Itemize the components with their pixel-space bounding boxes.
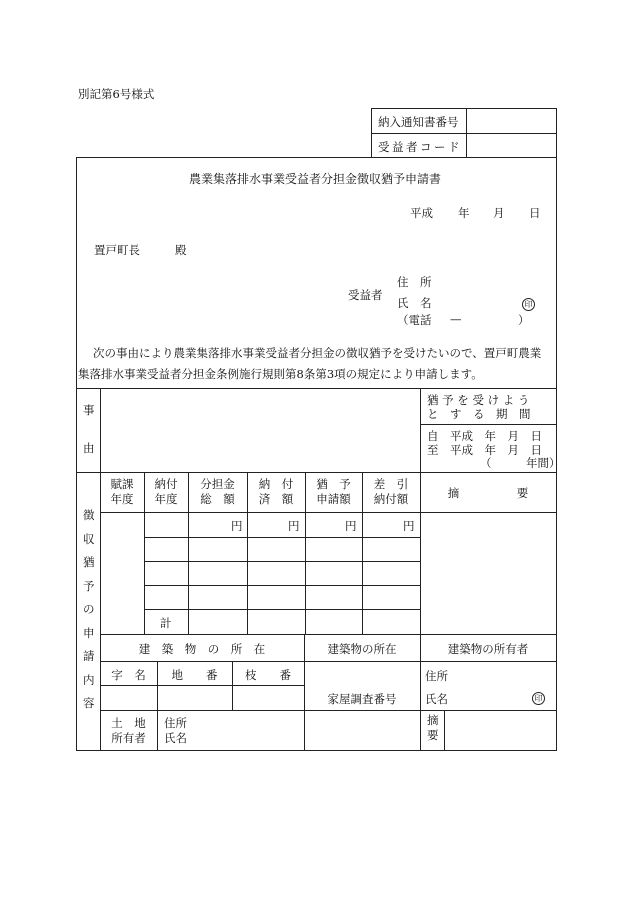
building-location-header-2: 建築物の所在 bbox=[327, 642, 397, 656]
header-payment-year: 納付 年度 bbox=[154, 477, 178, 506]
form-number: 別記第6号様式 bbox=[78, 87, 155, 101]
recipient-code-label: 受益者コード bbox=[378, 140, 462, 154]
owner-address-label: 住所 bbox=[425, 669, 448, 683]
reason-label: 事 由 bbox=[83, 403, 95, 455]
statement-line-2: 集落排水事業受益者分担金条例施行規則第8条第3項の規定により申請します。 bbox=[78, 367, 483, 381]
yen-mark: 円 bbox=[403, 519, 415, 533]
owner-name-label: 氏名 bbox=[425, 692, 448, 706]
remarks-label: 摘 要 bbox=[427, 713, 439, 742]
addressee-name: 置戸町長 bbox=[94, 243, 140, 257]
statement-line-1: 次の事由により農業集落排水事業受益者分担金の徴収猶予を受けたいので、置戸町農業 bbox=[93, 346, 542, 360]
period-from: 自 平成 年 月 日 bbox=[427, 429, 542, 443]
period-label-1: 猶 予 を 受 け よ う bbox=[427, 393, 530, 407]
header-paid-amount: 納 付 済 額 bbox=[258, 477, 294, 506]
document-title: 農業集落排水事業受益者分担金徴収猶予申請書 bbox=[188, 172, 441, 186]
phone-open: （電話 bbox=[397, 313, 432, 327]
phone-close: ） bbox=[518, 313, 530, 327]
total-label: 計 bbox=[160, 616, 172, 630]
header-deferral-amount: 猶 予 申請額 bbox=[316, 477, 351, 506]
header-fiscal-year: 賦課 年度 bbox=[110, 477, 134, 506]
content-label: 徴 収 猶 予 の 申 請 内 容 bbox=[83, 508, 95, 710]
applicant-name-label: 氏 名 bbox=[397, 296, 432, 310]
notice-number-field[interactable] bbox=[470, 112, 550, 130]
yen-mark: 円 bbox=[288, 519, 300, 533]
chiban-header: 地 番 bbox=[171, 668, 218, 682]
applicant-address-label: 住 所 bbox=[397, 275, 432, 289]
header-net-amount: 差 引 納付額 bbox=[373, 477, 409, 506]
seal-mark: 印 bbox=[522, 296, 535, 311]
reason-field[interactable] bbox=[102, 392, 418, 470]
phone-dash: — bbox=[450, 312, 462, 326]
recipient-code-field[interactable] bbox=[470, 137, 550, 155]
notice-number-label: 納入通知書番号 bbox=[378, 115, 459, 129]
building-owner-header: 建築物の所有者 bbox=[447, 642, 529, 656]
aza-header: 字 名 bbox=[111, 668, 146, 682]
applicant-label: 受益者 bbox=[348, 288, 383, 302]
header-remarks: 摘 要 bbox=[447, 486, 529, 500]
period-to: 至 平成 年 月 日 bbox=[427, 443, 542, 457]
seal-mark: 印 bbox=[532, 690, 545, 705]
period-label-2: と す る 期 間 bbox=[427, 407, 531, 421]
house-survey-header: 家屋調査番号 bbox=[327, 692, 397, 706]
yen-mark: 円 bbox=[231, 519, 243, 533]
building-location-header: 建 築 物 の 所 在 bbox=[138, 642, 266, 656]
edaban-header: 枝 番 bbox=[245, 668, 291, 682]
land-owner-label: 土 地 所有者 bbox=[111, 716, 146, 745]
addressee-honorific: 殿 bbox=[175, 243, 187, 257]
yen-mark: 円 bbox=[345, 519, 357, 533]
land-owner-fields: 住所 氏名 bbox=[164, 716, 187, 745]
header-total-amount: 分担金 総 額 bbox=[200, 477, 235, 506]
period-years: （ 年間） bbox=[480, 456, 561, 470]
